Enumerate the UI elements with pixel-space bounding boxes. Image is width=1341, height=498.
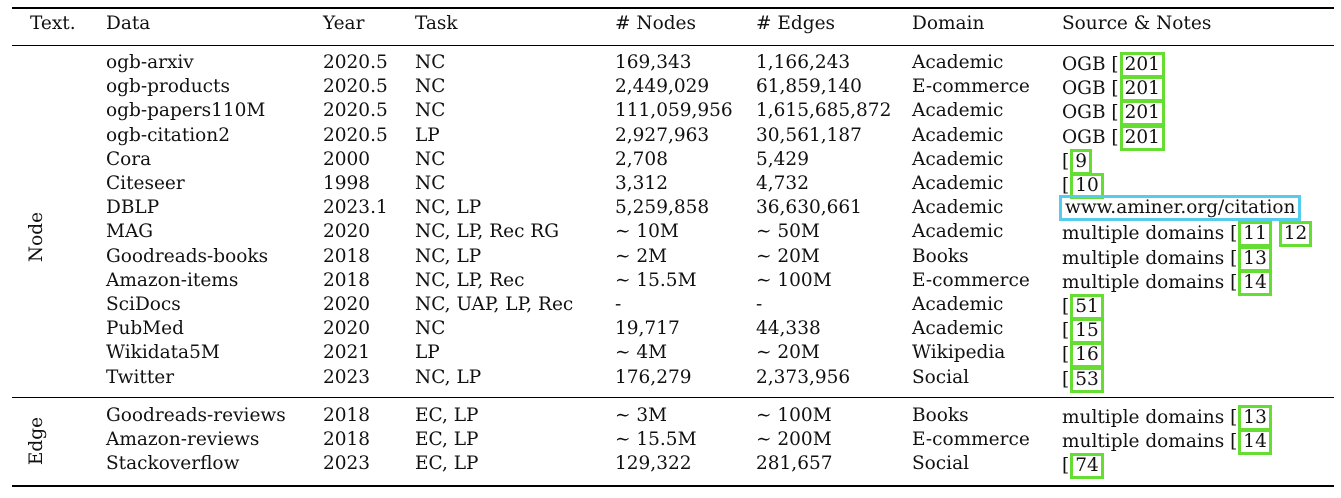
cell-edges: ∼ 100M — [756, 269, 832, 291]
cell-domain: Academic — [912, 318, 1004, 340]
cell-domain: E-commerce — [912, 76, 1030, 98]
cell-edges: ∼ 20M — [756, 245, 820, 267]
cell-source — [1062, 76, 1165, 102]
cell-source — [1062, 405, 1272, 431]
citation-link[interactable]: 14 — [1238, 429, 1272, 455]
citation-link[interactable]: 15 — [1070, 318, 1104, 344]
cell-data: Goodreads-books — [106, 245, 269, 267]
cell-data: SciDocs — [106, 294, 181, 315]
source-text: OGB [ — [1062, 126, 1119, 148]
header-rule — [12, 45, 1334, 46]
source-text: OGB [ — [1062, 78, 1119, 100]
cell-year: 2020.5 — [323, 124, 388, 146]
top-rule — [12, 7, 1334, 9]
cell-edges: 44,338 — [756, 318, 821, 340]
cell-data: Goodreads-reviews — [106, 405, 286, 426]
cell-year: 2020 — [323, 318, 371, 340]
cell-source — [1062, 342, 1104, 368]
citation-link[interactable]: 201 — [1120, 100, 1165, 126]
header-task: Task — [415, 13, 458, 34]
cell-data: Cora — [106, 148, 152, 170]
cell-domain: Academic — [912, 173, 1004, 194]
source-text: [ — [1062, 175, 1070, 196]
cell-data: PubMed — [106, 318, 184, 340]
cell-source — [1062, 318, 1104, 344]
cell-nodes: - — [615, 294, 622, 315]
cell-year: 2020.5 — [323, 52, 388, 73]
cell-task: NC — [415, 76, 446, 98]
source-text: OGB [ — [1062, 54, 1119, 75]
cell-year: 2021 — [323, 342, 371, 364]
citation-link[interactable]: 13 — [1238, 405, 1272, 431]
source-text: [ — [1062, 455, 1070, 476]
cell-task: NC — [415, 318, 446, 340]
cell-edges: 1,615,685,872 — [756, 100, 892, 122]
source-text: [ — [1062, 344, 1070, 366]
cell-year: 2018 — [323, 245, 371, 267]
cell-task: NC, UAP, LP, Rec — [415, 294, 574, 315]
cell-domain: Books — [912, 245, 969, 267]
cell-task: NC — [415, 52, 446, 73]
header-domain: Domain — [912, 13, 985, 34]
citation-link[interactable]: 53 — [1070, 367, 1104, 393]
cell-year: 2000 — [323, 148, 371, 170]
cell-edges: 61,859,140 — [756, 76, 862, 98]
cell-edges: 36,630,661 — [756, 197, 862, 219]
citation-link[interactable]: 9 — [1070, 149, 1092, 175]
header-nodes: # Nodes — [615, 13, 696, 34]
cell-domain: E-commerce — [912, 429, 1030, 450]
cell-nodes: 5,259,858 — [615, 197, 710, 219]
citation-link[interactable]: 51 — [1070, 294, 1104, 320]
cell-year: 2020 — [323, 221, 371, 243]
group-rule — [12, 397, 1334, 398]
cell-domain: Academic — [912, 221, 1004, 243]
cell-domain: Academic — [912, 100, 1004, 122]
cell-data: ogb-citation2 — [106, 124, 230, 146]
source-text: [ — [1062, 320, 1070, 342]
cell-domain: Social — [912, 366, 970, 388]
cell-edges: 4,732 — [756, 173, 809, 194]
cell-year: 2023 — [323, 453, 371, 474]
cell-task: NC, LP, Rec RG — [415, 221, 560, 243]
cell-data: Amazon-reviews — [106, 429, 260, 450]
cell-source — [1062, 197, 1301, 221]
cell-nodes: 19,717 — [615, 318, 680, 340]
cell-nodes: ∼ 3M — [615, 405, 668, 426]
cell-nodes: 129,322 — [615, 453, 692, 474]
group-label-edge: Edge — [26, 416, 47, 466]
cell-data: ogb-products — [106, 76, 230, 98]
cell-domain: Wikipedia — [912, 342, 1006, 364]
cell-source — [1062, 453, 1104, 479]
source-text: multiple domains [ — [1062, 431, 1238, 452]
cell-nodes: 3,312 — [615, 173, 668, 194]
cell-domain: Social — [912, 453, 970, 474]
source-text: multiple domains [ — [1062, 247, 1238, 269]
cell-data: ogb-papers110M — [106, 100, 266, 122]
source-text: multiple domains [ — [1062, 407, 1238, 428]
cell-edges: 1,166,243 — [756, 52, 851, 73]
cell-nodes: 111,059,956 — [615, 100, 733, 122]
cell-year: 2023 — [323, 366, 371, 388]
source-text: [ — [1062, 296, 1070, 317]
cell-task: EC, LP — [415, 453, 479, 474]
cell-task: NC — [415, 173, 446, 194]
citation-link[interactable]: 74 — [1070, 453, 1104, 479]
cell-data: MAG — [106, 221, 154, 243]
cell-domain: E-commerce — [912, 269, 1030, 291]
source-text: OGB [ — [1062, 102, 1119, 124]
source-text: [ — [1062, 368, 1070, 390]
cell-nodes: ∼ 15.5M — [615, 429, 697, 450]
cell-edges: ∼ 20M — [756, 342, 820, 364]
cell-task: NC, LP — [415, 197, 482, 219]
cell-task: NC, LP — [415, 366, 482, 388]
cell-year: 2023.1 — [323, 197, 388, 219]
header-year: Year — [323, 13, 365, 34]
cell-task: LP — [415, 342, 440, 364]
cell-edges: - — [756, 294, 763, 315]
cell-source — [1062, 221, 1312, 247]
header-text: Text. — [30, 13, 76, 34]
citation-link[interactable]: 14 — [1238, 270, 1272, 296]
cell-data: Stackoverflow — [106, 453, 240, 474]
header-edges: # Edges — [756, 13, 836, 34]
cell-data: Amazon-items — [106, 269, 239, 291]
citation-link[interactable]: 10 — [1070, 173, 1104, 199]
cell-nodes: ∼ 2M — [615, 245, 668, 267]
cell-edges: ∼ 50M — [756, 221, 820, 243]
citation-link[interactable]: 201 — [1120, 125, 1165, 151]
cell-edges: ∼ 100M — [756, 405, 832, 426]
citation-link[interactable]: 12 — [1279, 221, 1313, 247]
cell-edges: 30,561,187 — [756, 124, 862, 146]
cell-domain: Academic — [912, 197, 1004, 219]
bottom-rule — [12, 485, 1334, 487]
cell-source — [1062, 294, 1104, 320]
citation-link[interactable]: 201 — [1120, 52, 1165, 78]
citation-link[interactable]: 201 — [1120, 76, 1165, 102]
cell-domain: Academic — [912, 148, 1004, 170]
cell-source — [1062, 125, 1165, 151]
cell-domain: Academic — [912, 294, 1004, 315]
cell-nodes: 2,927,963 — [615, 124, 710, 146]
cell-year: 2020.5 — [323, 100, 388, 122]
cell-edges: ∼ 200M — [756, 429, 832, 450]
cell-edges: 5,429 — [756, 148, 809, 170]
cell-source — [1062, 429, 1272, 455]
cell-source — [1062, 270, 1272, 296]
cell-domain: Books — [912, 405, 969, 426]
cell-task: NC, LP, Rec — [415, 269, 525, 291]
cell-nodes: 2,449,029 — [615, 76, 710, 98]
citation-link[interactable]: 13 — [1238, 246, 1272, 272]
cell-domain: Academic — [912, 124, 1004, 146]
source-text: multiple domains [ — [1062, 223, 1238, 245]
citation-link[interactable]: 16 — [1070, 342, 1104, 368]
cell-task: NC — [415, 148, 446, 170]
header-source: Source & Notes — [1062, 13, 1212, 34]
cell-year: 2018 — [323, 269, 371, 291]
cell-data: Twitter — [106, 366, 175, 388]
cell-source — [1062, 149, 1092, 175]
cell-year: 2020 — [323, 294, 371, 315]
cell-nodes: 176,279 — [615, 366, 692, 388]
source-url-link[interactable]: www.aminer.org/citation — [1059, 195, 1301, 221]
cell-source — [1062, 100, 1165, 126]
cell-data: DBLP — [106, 197, 160, 219]
cell-source — [1062, 52, 1165, 78]
cell-year: 2020.5 — [323, 76, 388, 98]
citation-link[interactable]: 11 — [1238, 221, 1272, 247]
cell-task: NC, LP — [415, 245, 482, 267]
source-text: multiple domains [ — [1062, 271, 1238, 293]
cell-nodes: 2,708 — [615, 148, 668, 170]
cell-edges: 281,657 — [756, 453, 833, 474]
cell-data: Wikidata5M — [106, 342, 220, 364]
cell-data: ogb-arxiv — [106, 52, 194, 73]
cell-source — [1062, 246, 1272, 272]
cell-year: 2018 — [323, 429, 371, 450]
cell-domain: Academic — [912, 52, 1004, 73]
cell-year: 1998 — [323, 173, 371, 194]
cell-task: EC, LP — [415, 429, 479, 450]
cell-year: 2018 — [323, 405, 371, 426]
group-label-node: Node — [26, 211, 47, 263]
cell-data: Citeseer — [106, 173, 185, 194]
cell-nodes: ∼ 15.5M — [615, 269, 697, 291]
cell-task: LP — [415, 124, 440, 146]
cell-nodes: ∼ 4M — [615, 342, 668, 364]
cell-nodes: ∼ 10M — [615, 221, 679, 243]
cell-nodes: 169,343 — [615, 52, 692, 73]
cell-source — [1062, 367, 1104, 393]
source-text: [ — [1062, 150, 1070, 172]
header-data: Data — [106, 13, 151, 34]
cell-task: NC — [415, 100, 446, 122]
cell-edges: 2,373,956 — [756, 366, 851, 388]
cell-task: EC, LP — [415, 405, 479, 426]
